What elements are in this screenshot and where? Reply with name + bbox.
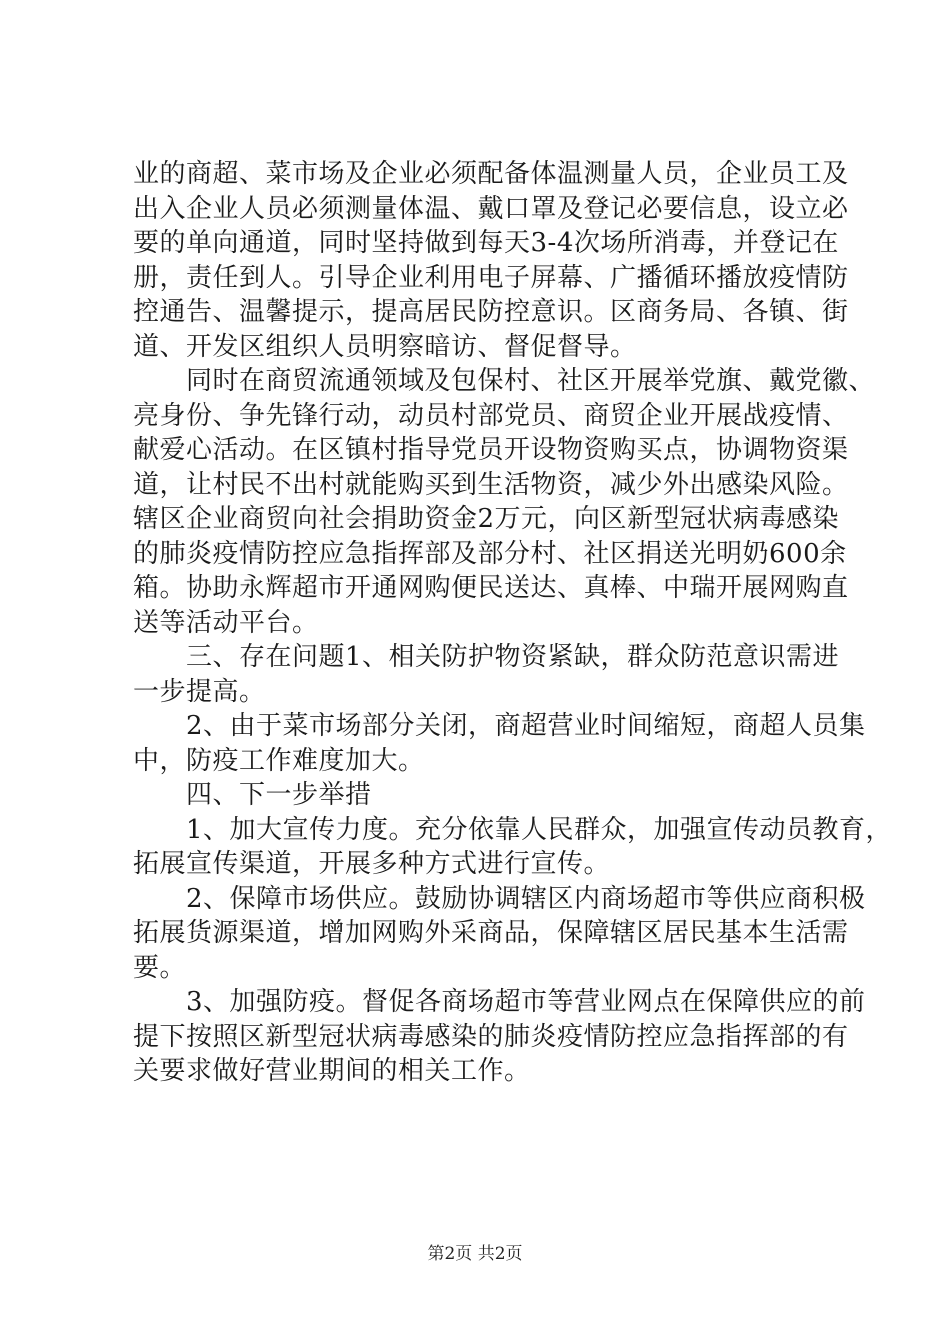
text-line: 出入企业人员必须测量体温、戴口罩及登记必要信息，设立必 bbox=[133, 193, 849, 224]
text-line: 一步提高。 bbox=[133, 676, 266, 707]
text-line: 要。 bbox=[133, 952, 187, 983]
text-line: 关要求做好营业期间的相关工作。 bbox=[133, 1056, 531, 1086]
text-line: 三、存在问题1、相关防护物资紧缺，群众防范意识需进 bbox=[133, 642, 840, 672]
text-line: 拓展宣传渠道，开展多种方式进行宣传。 bbox=[133, 849, 611, 879]
text-line: 道，让村民不出村就能购买到生活物资，减少外出感染风险。 bbox=[133, 469, 849, 500]
text-line: 同时在商贸流通领域及包保村、社区开展举党旗、戴党徽、 bbox=[133, 366, 876, 396]
text-line: 业的商超、菜市场及企业必须配备体温测量人员，企业员工及 bbox=[133, 159, 849, 189]
text-line: 箱。协助永辉超市开通网购便民送达、真棒、中瑞开展网购直 bbox=[133, 573, 849, 603]
text-line: 亮身份、争先锋行动，动员村部党员、商贸企业开展战疫情、 bbox=[133, 400, 849, 431]
text-line: 2、由于菜市场部分关闭，商超营业时间缩短，商超人员集 bbox=[133, 711, 866, 741]
text-line: 献爱心活动。在区镇村指导党员开设物资购买点，协调物资渠 bbox=[133, 435, 849, 465]
text-line: 控通告、温馨提示，提高居民防控意识。区商务局、各镇、街 bbox=[133, 297, 849, 327]
text-line: 道、开发区组织人员明察暗访、督促督导。 bbox=[133, 331, 637, 362]
text-line: 1、加大宣传力度。充分依靠人民群众，加强宣传动员教育， bbox=[133, 814, 893, 845]
text-line: 册，责任到人。引导企业利用电子屏幕、广播循环播放疫情防 bbox=[133, 262, 849, 293]
text-line: 辖区企业商贸向社会捐助资金2万元，向区新型冠状病毒感染 bbox=[133, 504, 840, 534]
document-body bbox=[133, 157, 893, 1089]
text-line: 提下按照区新型冠状病毒感染的肺炎疫情防控应急指挥部的有 bbox=[133, 1021, 849, 1052]
text-line: 拓展货源渠道，增加网购外采商品，保障辖区居民基本生活需 bbox=[133, 918, 849, 948]
text-line: 3、加强防疫。督促各商场超市等营业网点在保障供应的前 bbox=[133, 987, 866, 1017]
text-line: 要的单向通道，同时坚持做到每天3-4次场所消毒，并登记在 bbox=[133, 228, 839, 258]
text-line: 2、保障市场供应。鼓励协调辖区内商场超市等供应商积极 bbox=[133, 883, 866, 914]
page-footer: 第2页 共2页 bbox=[427, 1244, 523, 1264]
text-line: 送等活动平台。 bbox=[133, 607, 319, 638]
text-line: 中，防疫工作难度加大。 bbox=[133, 745, 425, 776]
section-heading: 四、下一步举措 bbox=[133, 780, 372, 810]
text-line: 的肺炎疫情防控应急指挥部及部分村、社区捐送光明奶600余 bbox=[133, 538, 847, 569]
